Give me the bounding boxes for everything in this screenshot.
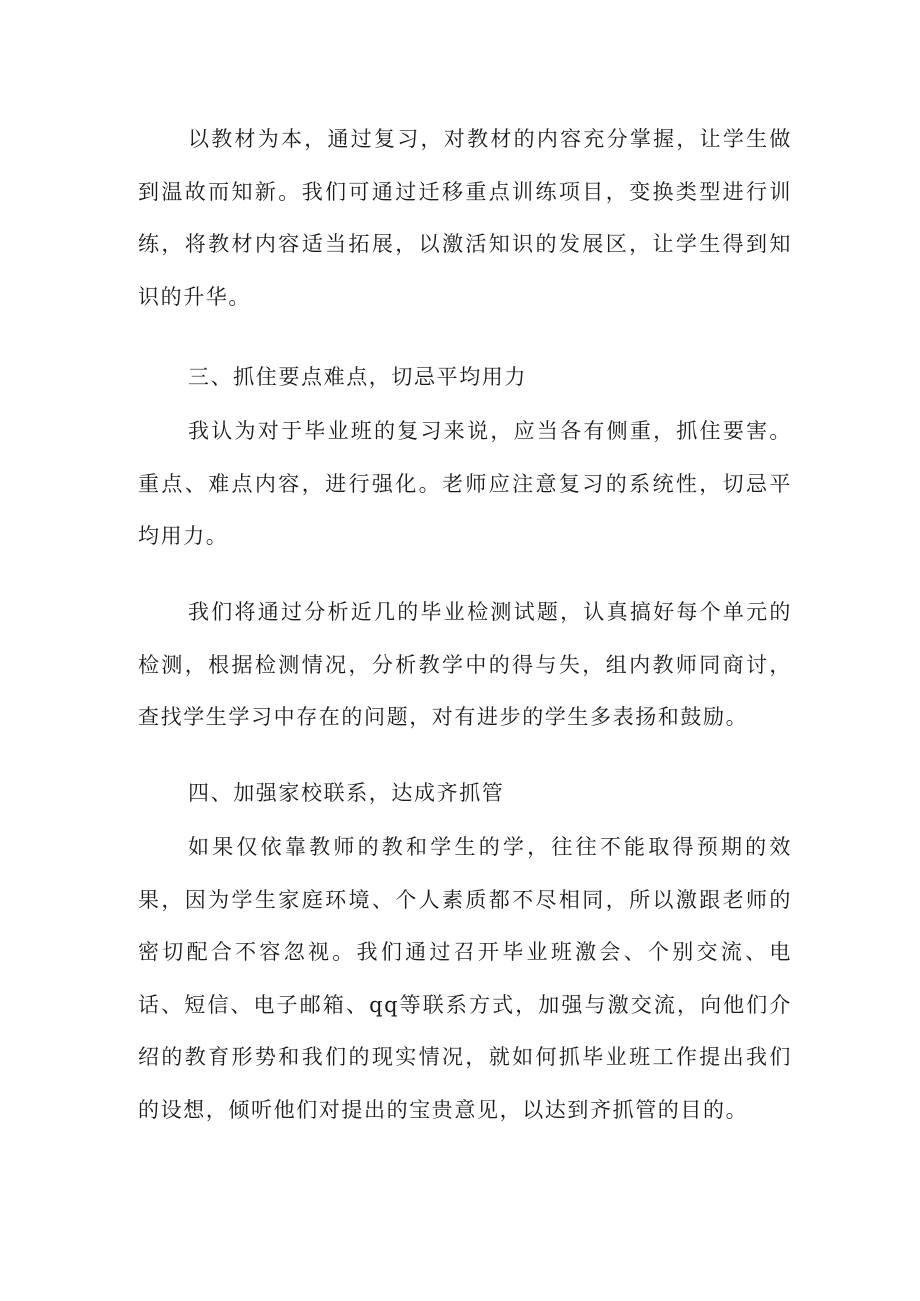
section-heading-three: 三、抓住要点难点，切忌平均用力 — [188, 365, 527, 389]
paragraph-home-school: 如果仅依靠教师的教和学生的学，往往不能取得预期的效果，因为学生家庭环境、个人素质都不尽相同，所以激跟老师的密切配合不容忽视。我们通过召开毕业班激会、个别交流、电话、短信、电子邮箱、qq等联系方式，加强与激交流，向他们介绍的教育形势和我们的现实情况，就如何抓毕业班工作提出我们的设想，倾听他们对提出的宝贵意见，以达到齐抓管的目的。 — [138, 835, 792, 1122]
paragraph-key-points: 我认为对于毕业班的复习来说，应当各有侧重，抓住要害。重点、难点内容，进行强化。老师应注意复习的系统性，切忌平均用力。 — [138, 419, 792, 548]
section-heading-four: 四、加强家校联系，达成齐抓管 — [188, 781, 505, 805]
paragraph-testing-analysis: 我们将通过分析近几的毕业检测试题，认真搞好每个单元的检测，根据检测情况，分析教学中的得与失，组内教师同商讨，查找学生学习中存在的问题，对有进步的学生多表扬和鼓励。 — [138, 600, 792, 729]
paragraph-textbook-review: 以教材为本，通过复习，对教材的内容充分掌握，让学生做到温故而知新。我们可通过迁移重点训练项目，变换类型进行训练，将教材内容适当拓展，以激活知识的发展区，让学生得到知识的升华。 — [138, 127, 792, 309]
